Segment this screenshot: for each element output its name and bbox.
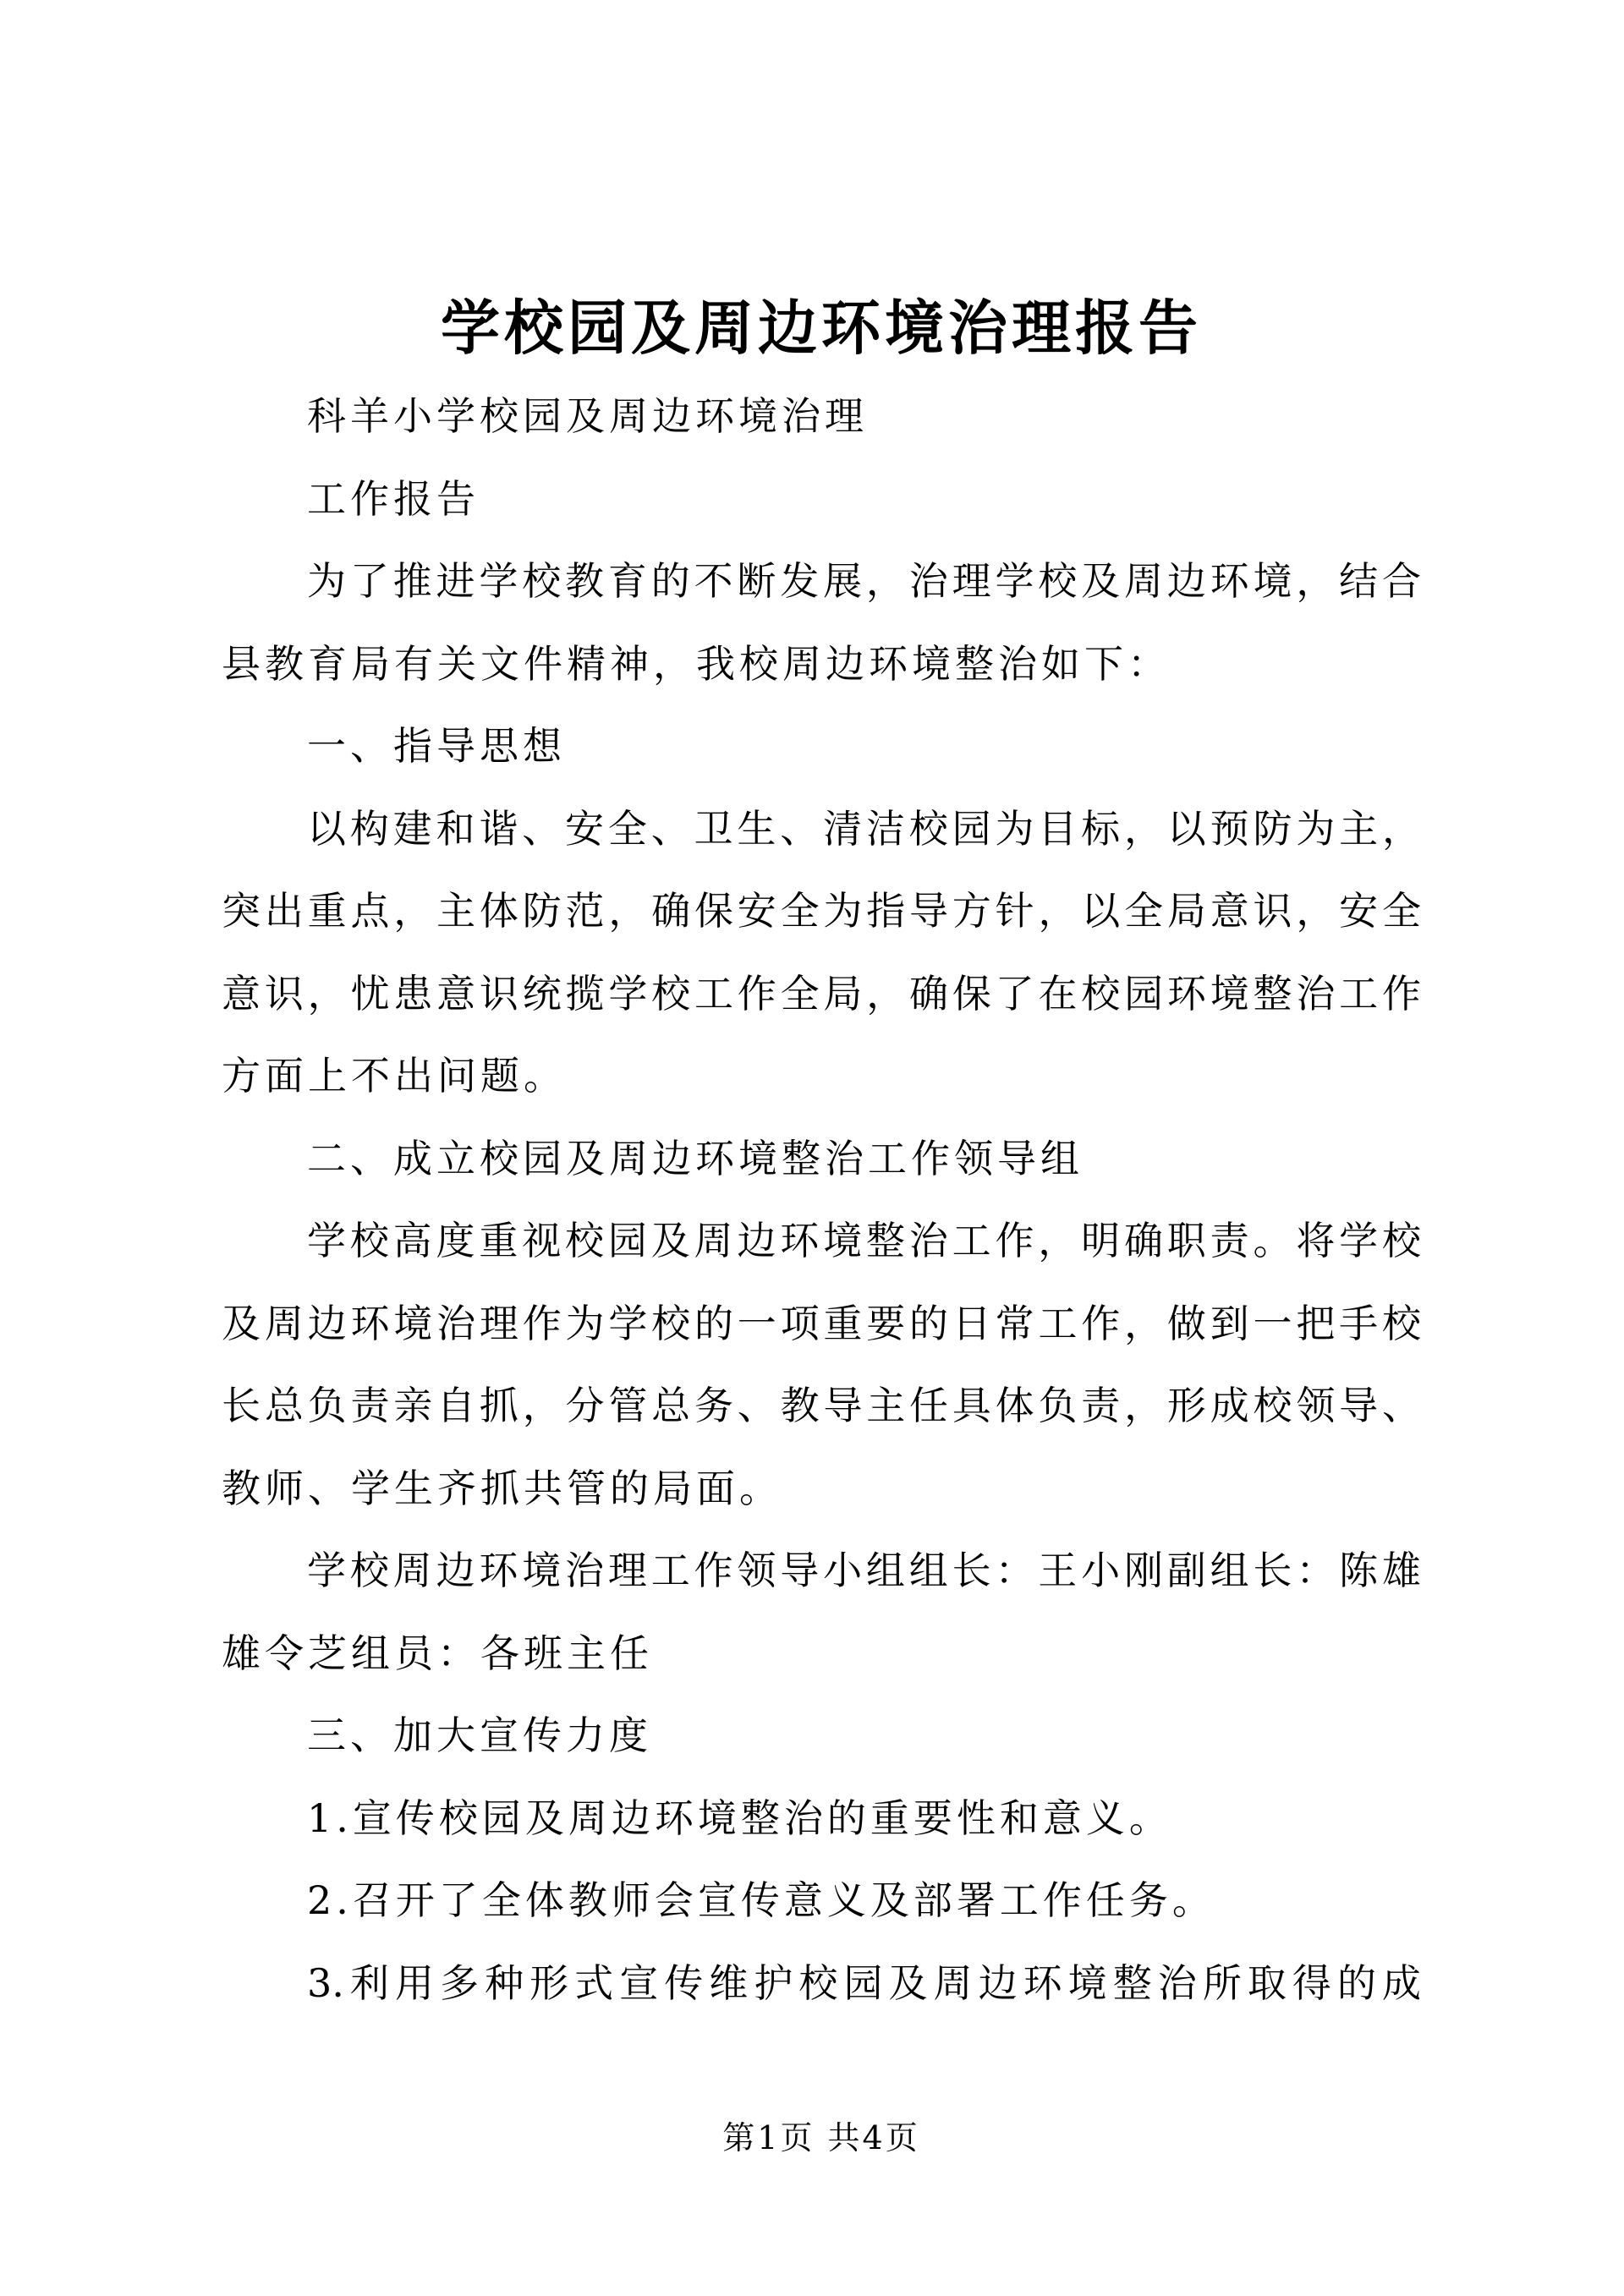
document-title: 学校园及周边环境治理报告 — [441, 293, 1202, 363]
page-footer — [222, 2110, 1421, 2166]
text-line: 教师、学生齐抓共管的局面。 — [222, 1465, 782, 1511]
text-line: 二、成立校园及周边环境整治工作领导组 — [307, 1135, 1084, 1181]
text-line: 县教育局有关文件精神，我校周边环境整治如下： — [222, 640, 1171, 687]
text-line: 意识，忧患意识统揽学校工作全局，确保了在校园环境整治工作 — [222, 970, 1421, 1016]
document-body — [222, 375, 1421, 2025]
text-line: 3.利用多种形式宣传维护校园及周边环境整治所取得的成 — [307, 1959, 1421, 2006]
text-line: 方面上不出问题。 — [222, 1053, 567, 1099]
page-number: 第1页 共4页 — [722, 2119, 920, 2156]
text-line: 学校高度重视校园及周边环境整治工作，明确职责。将学校 — [307, 1218, 1421, 1263]
text-line: 为了推进学校教育的不断发展，治理学校及周边环境，结合 — [307, 558, 1421, 604]
text-line: 工作报告 — [307, 475, 480, 522]
text-line: 及周边环境治理作为学校的一项重要的日常工作，做到一把手校 — [222, 1300, 1421, 1346]
text-line: 2.召开了全体教师会宣传意义及部署工作任务。 — [307, 1877, 1215, 1923]
text-line: 科羊小学校园及周边环境治理 — [307, 393, 868, 439]
text-line: 一、指导思想 — [307, 723, 566, 769]
text-line: 雄令芝组员：各班主任 — [222, 1630, 653, 1676]
text-line: 长总负责亲自抓，分管总务、教导主任具体负责，形成校领导、 — [222, 1383, 1421, 1428]
text-line: 1.宣传校园及周边环境整治的重要性和意义。 — [307, 1795, 1172, 1841]
text-line: 突出重点，主体防范，确保安全为指导方针，以全局意识，安全 — [222, 888, 1421, 934]
text-line: 以构建和谐、安全、卫生、清洁校园为目标，以预防为主， — [307, 805, 1421, 852]
text-line: 学校周边环境治理工作领导小组组长：王小刚副组长：陈雄 — [307, 1548, 1421, 1593]
text-line: 三、加大宣传力度 — [307, 1712, 652, 1758]
